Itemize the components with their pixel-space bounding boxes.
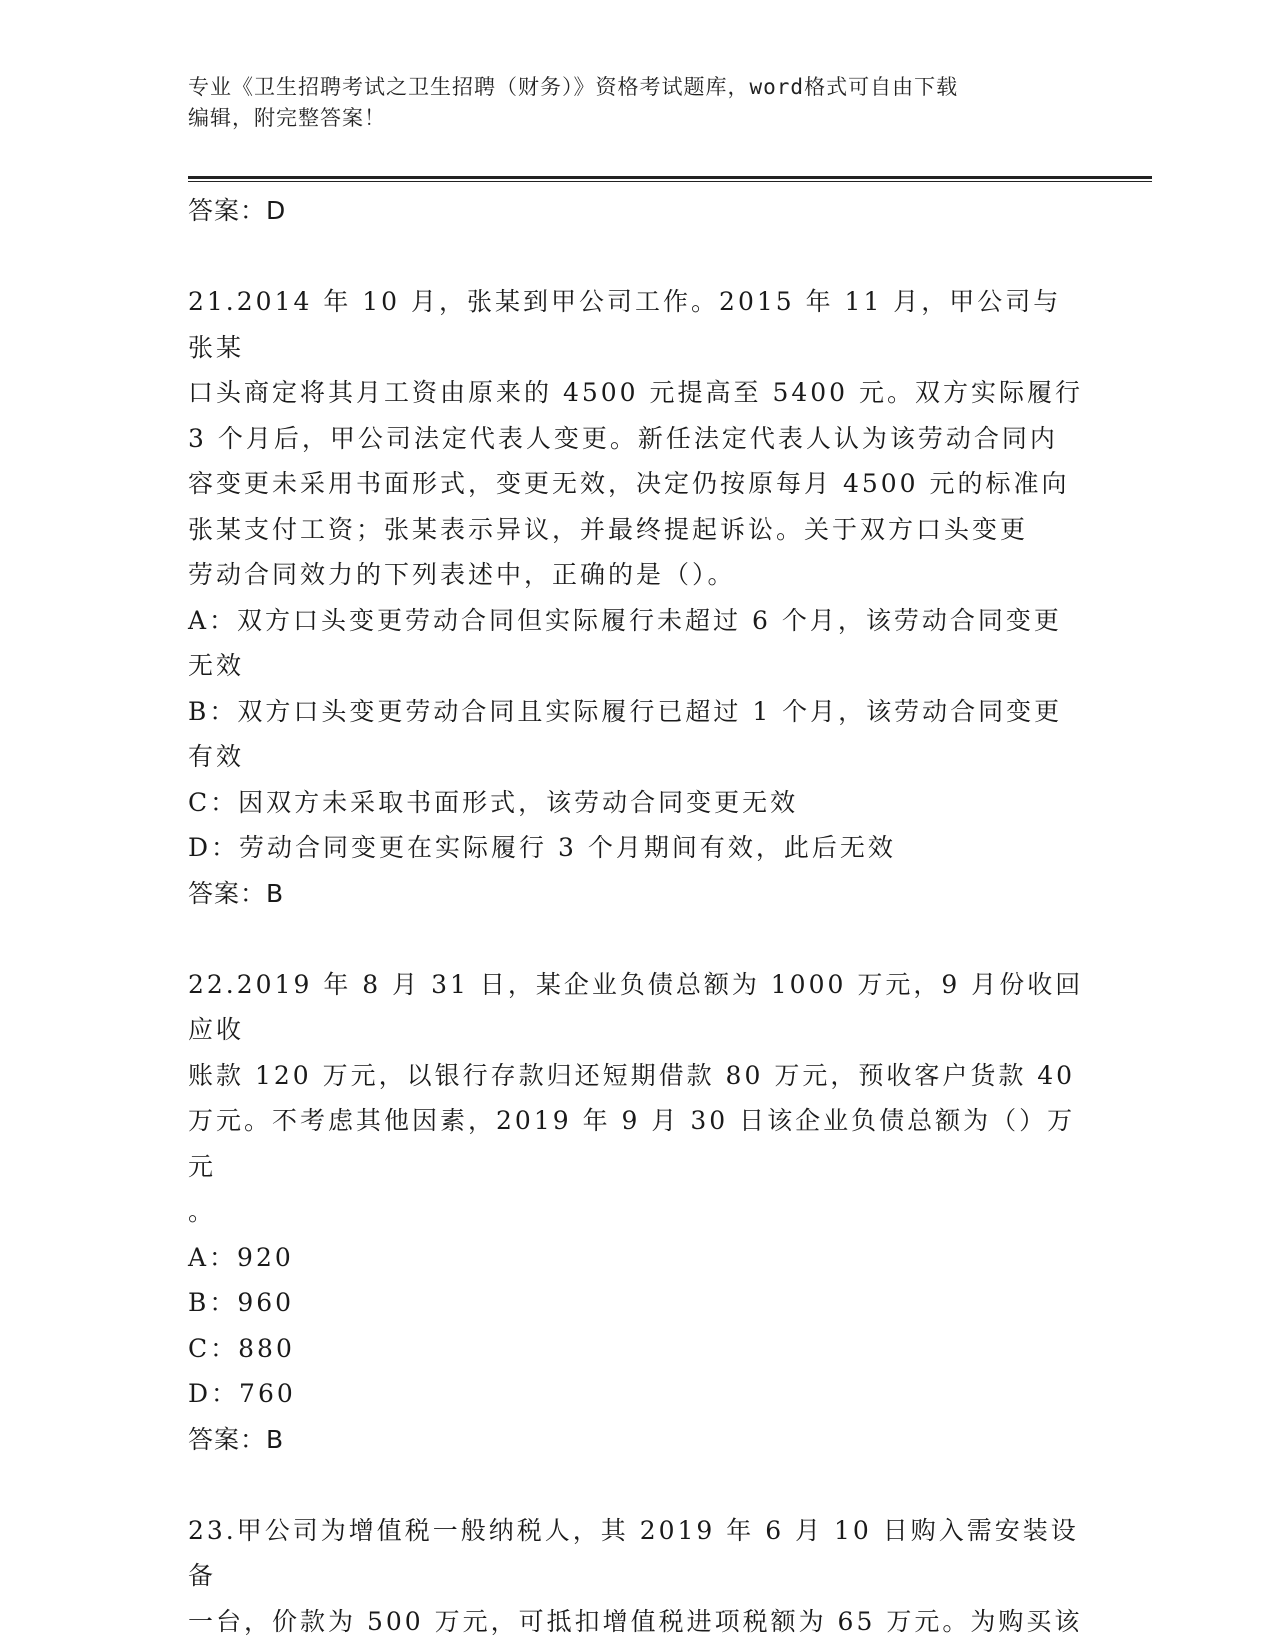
question-23 xyxy=(188,1508,1088,1645)
question-22-option-a: A：920 xyxy=(188,1242,294,1272)
answer-20: 答案：D xyxy=(188,196,287,225)
question-21-option-b: B：双方口头变更劳动合同且实际履行已超过 1 个月，该劳动合同变更 有效 xyxy=(188,696,1063,771)
question-21 xyxy=(188,279,1088,916)
question-23-stem: 23.甲公司为增值税一般纳税人，其 2019 年 6 月 10 日购入需安装设备 一台，价款为 500 万元，可抵扣增值税进项税额为 65 万元。为购买该 xyxy=(188,1515,1083,1636)
header-rule-thin xyxy=(188,181,1152,182)
spacer xyxy=(188,1462,1088,1508)
document-body xyxy=(188,188,1088,1644)
question-21-option-c: C：因双方未采取书面形式，该劳动合同变更无效 xyxy=(188,787,799,817)
document-header xyxy=(188,72,1088,134)
header-line-1: 专业《卫生招聘考试之卫生招聘（财务）》资格考试题库，word格式可自由下载 xyxy=(188,75,959,99)
answer-21: 答案：B xyxy=(188,878,285,908)
spacer xyxy=(188,233,1088,279)
question-22-stem: 22.2019 年 8 月 31 日，某企业负债总额为 1000 万元，9 月份收回应收 账款 120 万元，以银行存款归还短期借款 80 万元，预收客户货款 40 万元。不考虑其他因素，2019 年 9 月 30 日该企业负债总额为（）万元 。 xyxy=(188,969,1084,1226)
question-22 xyxy=(188,962,1088,1462)
header-line-2: 编辑，附完整答案！ xyxy=(188,106,386,130)
question-22-option-b: B：960 xyxy=(188,1288,295,1317)
question-21-stem: 21.2014 年 10 月，张某到甲公司工作。2015 年 11 月，甲公司与张某 口头商定将其月工资由原来的 4500 元提高至 5400 元。双方实际履行 3 个月后，甲公司法定代表人变更。新任法定代表人认为该劳动合同内 容变更未采用书面形式，变更无效，决定仍按原每月 4500 元的标准向 张某支付工资；张某表示异议，并最终提起诉讼。关于双方口头变更 劳动合同效力的下列表述中，正确的是（）。 xyxy=(188,287,1084,589)
question-22-option-d: D：760 xyxy=(188,1379,296,1408)
question-22-option-c: C：880 xyxy=(188,1333,295,1363)
header-rule-thick xyxy=(188,176,1152,179)
spacer xyxy=(188,916,1088,962)
answer-22: 答案：B xyxy=(188,1424,285,1454)
question-21-option-a: A：双方口头变更劳动合同但实际履行未超过 6 个月，该劳动合同变更 无效 xyxy=(188,605,1062,680)
question-21-option-d: D：劳动合同变更在实际履行 3 个月期间有效，此后无效 xyxy=(188,833,896,862)
